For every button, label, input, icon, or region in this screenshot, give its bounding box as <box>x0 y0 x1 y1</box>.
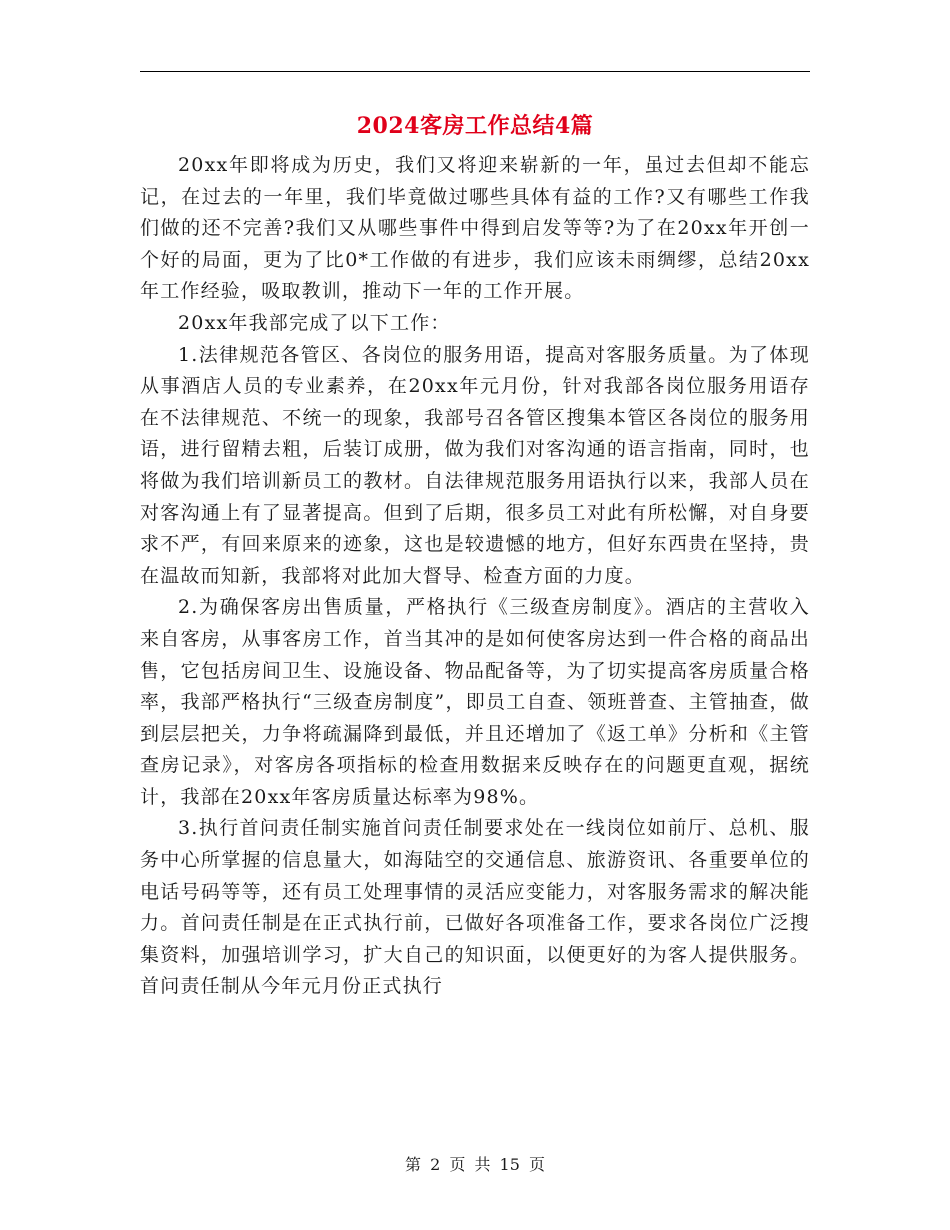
document-body <box>140 150 810 1003</box>
paragraph-item-1: 1.法律规范各管区、各岗位的服务用语，提高对客服务质量。为了体现从事酒店人员的专业素养，在20xx年元月份，针对我部各岗位服务用语存在不法律规范、不统一的现象，我部号召各管区搜集本管区各岗位的服务用语，进行留精去粗，后装订成册，做为我们对客沟通的语言指南，同时，也将做为我们培训新员工的教材。自法律规范服务用语执行以来，我部人员在对客沟通上有了显著提高。但到了后期，很多员工对此有所松懈，对自身要求不严，有回来原来的迹象，这也是较遗憾的地方，但好东西贵在坚持，贵在温故而知新，我部将对此加大督导、检查方面的力度。 <box>140 343 810 587</box>
paragraph-summary-lead: 20xx年我部完成了以下工作： <box>178 311 451 334</box>
page-number-footer: 第 2 页 共 15 页 <box>405 1155 545 1174</box>
document-title: 2024客房工作总结4篇 <box>356 113 594 139</box>
paragraph-item-2: 2.为确保客房出售质量，严格执行《三级查房制度》。酒店的主营收入来自客房，从事客房工作，首当其冲的是如何使客房达到一件合格的商品出售，它包括房间卫生、设施设备、物品配备等，为了切实提高客房质量合格率，我部严格执行“三级查房制度”，即员工自查、领班普查、主管抽查，做到层层把关，力争将疏漏降到最低，并且还增加了《返工单》分析和《主管查房记录》，对客房各项指标的检查用数据来反映存在的问题更直观，据统计，我部在20xx年客房质量达标率为98%。 <box>140 596 810 808</box>
paragraph-intro: 20xx年即将成为历史，我们又将迎来崭新的一年，虽过去但却不能忘记，在过去的一年里，我们毕竟做过哪些具体有益的工作?又有哪些工作我们做的还不完善?我们又从哪些事件中得到启发等等?为了在20xx年开创一个好的局面，更为了比0*工作做的有进步，我们应该未雨绸缪，总结20xx年工作经验，吸取教训，推动下一年的工作开展。 <box>140 154 810 303</box>
header-rule <box>140 71 810 72</box>
paragraph-item-3: 3.执行首问责任制实施首问责任制要求处在一线岗位如前厅、总机、服务中心所掌握的信息量大，如海陆空的交通信息、旅游资讯、各重要单位的电话号码等等，还有员工处理事情的灵活应变能力，对客服务需求的解决能力。首问责任制是在正式执行前，已做好各项准备工作，要求各岗位广泛搜集资料，加强培训学习，扩大自己的知识面，以便更好的为客人提供服务。首问责任制从今年元月份正式执行 <box>140 817 810 998</box>
